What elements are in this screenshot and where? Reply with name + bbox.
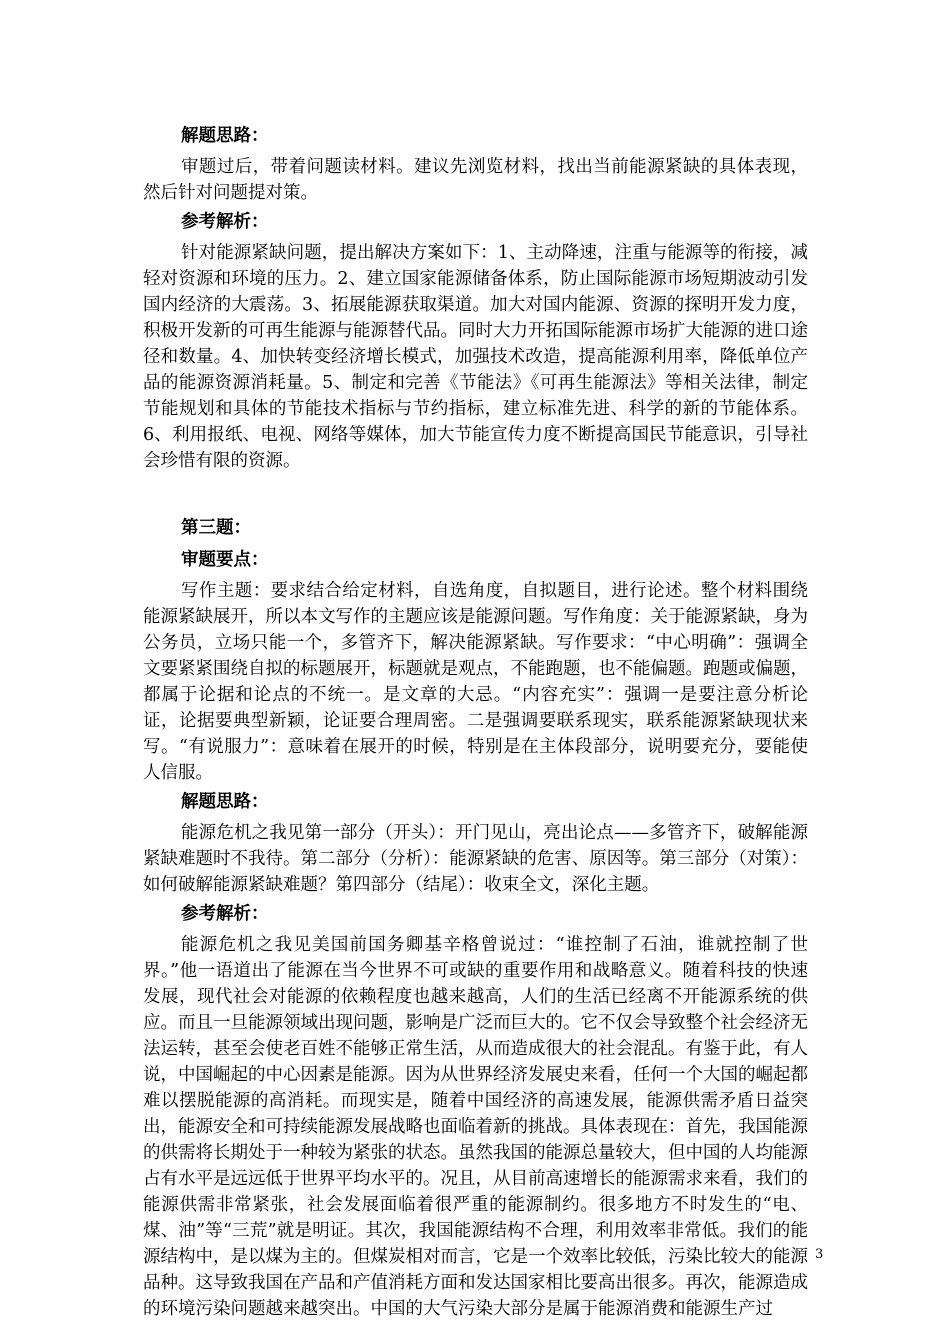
paragraph-reference-analysis-2: 能源危机之我见美国前国务卿基辛格曾说过：“谁控制了石油，谁就控制了世界。”他一语道出了能源在当今世界不可或缺的重要作用和战略意义。随着科技的快速发展，现代社会对能源的依赖程度也越来越高，人们的生活已经离不开能源系统的供应。而且一旦能源领域出现问题，影响是广泛而巨大的。它不仅会导致整个社会经济无法运转，甚至会使老百姓不能够正常生活，从而造成很大的社会混乱。有鉴于此，有人说，中国崛起的中心因素是能源。因为从世界经济发展史来看，任何一个大国的崛起都难以摆脱能源的高消耗。而现实是，随着中国经济的高速发展，能源供需矛盾日益突出，能源安全和可持续能源发展战略也面临着新的挑战。具体表现在：首先，我国能源的供需将长期处于一种较为紧张的状态。虽然我国的能源总量较大，但中国的人均能源占有水平是远远低于世界平均水平的。况且，从目前高速增长的能源需求来看，我们的能源供需非常紧张，社会发展面临着很严重的能源制约。很多地方不时发生的“电、煤、油”等“三荒”就是明证。其次，我国能源结构不合理，利用效率非常低。我们的能源结构中，是以煤为主的。但煤炭相对而言，它是一个效率比较低，污染比较大的能源品种。这导致我国在产品和产值消耗方面和发达国家相比要高出很多。再次，能源造成的环境污染问题越来越突出。中国的大气污染大部分是属于能源消费和能源生产过 <box>143 935 808 1319</box>
paragraph-reference-analysis: 针对能源紧缺问题，提出解决方案如下：1、主动降速，注重与能源等的衔接，减轻对资源和环境的压力。2、建立国家能源储备体系，防止国际能源市场短期波动引发国内经济的大震荡。3、拓展能源获取渠道。加大对国内能源、资源的探明开发力度，积极开发新的可再生能源与能源替代品。同时大力开拓国际能源市场扩大能源的进口途径和数量。4、加快转变经济增长模式，加强技术改造，提高能源利用率，降低单位产品的能源资源消耗量。5、制定和完善《节能法》《可再生能源法》等相关法律，制定节能规划和具体的节能技术指标与节约指标，建立标准先进、科学的新的节能体系。6、利用报纸、电视、网络等媒体，加大节能宣传力度不断提高国民节能意识，引导社会珍惜有限的资源。 <box>143 243 808 471</box>
section-heading-reference-analysis-2: 参考解析： <box>181 904 269 924</box>
section-spacer <box>143 474 808 512</box>
section-heading-reference-analysis: 参考解析： <box>181 212 269 232</box>
paragraph-solution-approach: 审题过后，带着问题读材料。建议先浏览材料，找出当前能源紧缺的具体表现，然后针对问题提对策。 <box>143 157 808 203</box>
page-number: 3 <box>815 1247 824 1262</box>
section-heading-solution-approach-2: 解题思路： <box>181 792 269 812</box>
paragraph-key-points: 写作主题：要求结合给定材料，自选角度，自拟题目，进行论述。整个材料围绕能源紧缺展开，所以本文写作的主题应该是能源问题。写作角度：关于能源紧缺，身为公务员，立场只能一个，多管齐下，解决能源紧缺。写作要求：“中心明确”：强调全文要紧紧围绕自拟的标题展开，标题就是观点，不能跑题，也不能偏题。跑题或偏题，都属于论据和论点的不统一。是文章的大忌。“内容充实”：强调一是要注意分析论证，论据要典型新颖，论证要合理周密。二是强调要联系现实，联系能源紧缺现状来写。“有说服力”：意味着在展开的时候，特别是在主体段部分，说明要充分，要能使人信服。 <box>143 581 808 783</box>
section-heading-question-three: 第三题： <box>181 518 251 538</box>
paragraph-solution-approach-2: 能源危机之我见第一部分（开头）：开门见山，亮出论点——多管齐下，破解能源紧缺难题时不我待。第二部分（分析）：能源紧缺的危害、原因等。第三部分（对策）：如何破解能源紧缺难题？第四部分（结尾）：收束全文，深化主题。 <box>143 823 808 895</box>
section-heading-key-points: 审题要点： <box>181 550 269 570</box>
document-body <box>143 120 808 1322</box>
section-heading-solution-approach: 解题思路： <box>181 126 269 146</box>
